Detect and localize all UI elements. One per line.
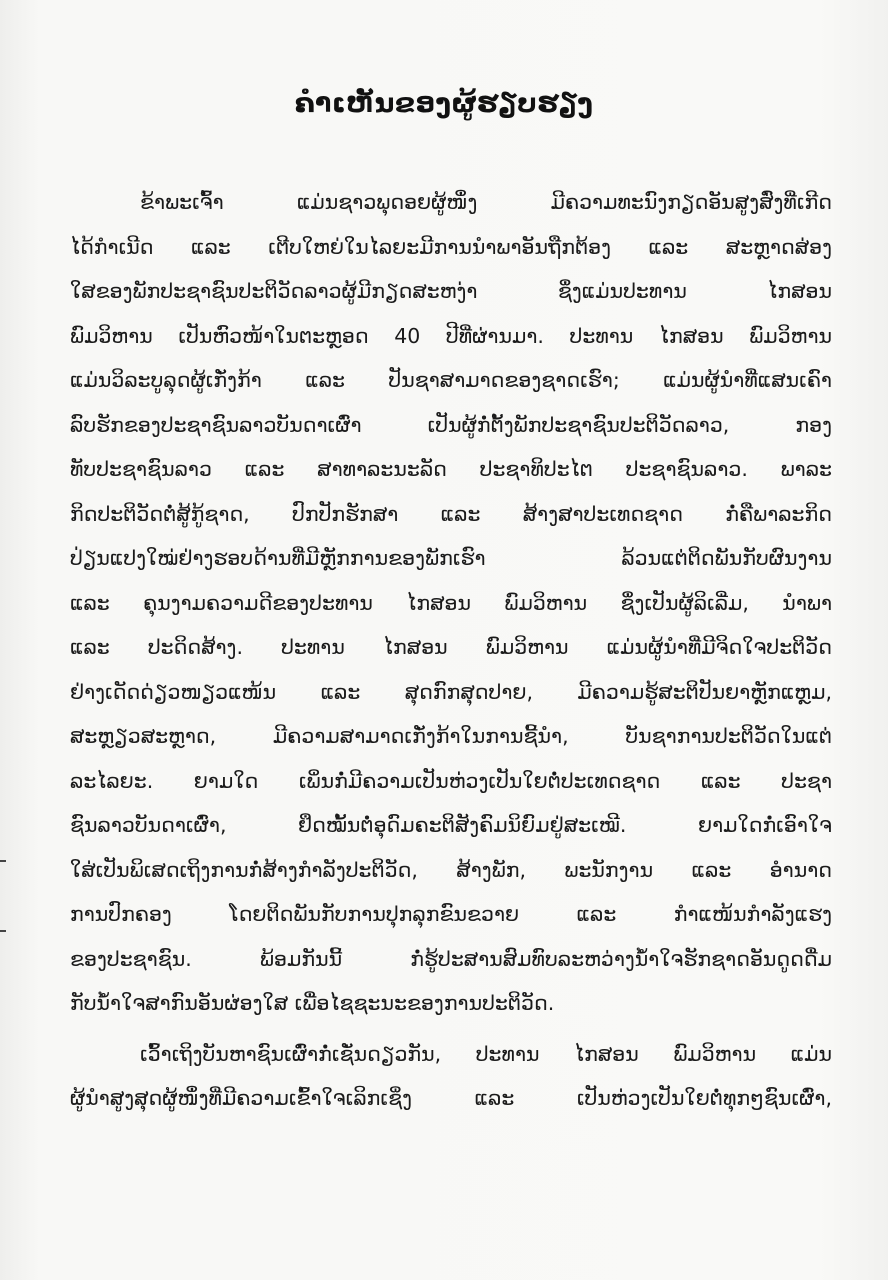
text-line: ລະໄລຍະ. ຍາມໃດ ເພິ່ນກໍ່ມີຄວາມເປັນຫ່ວງເປັນໃຍຕໍ່ປະເທດຊາດ ແລະ ປະຊາ <box>70 768 832 793</box>
text-line: ເວົ້າເຖິງບັນຫາຊົນເຜົ່າກໍ່ເຊັ່ນດຽວກັນ, ປະທານ ໄກສອນ ພົມວິຫານ ແມ່ນ <box>140 1041 832 1066</box>
text-line: ແລະ ປະດິດສ້າງ. ປະທານ ໄກສອນ ພົມວິຫານ ແມ່ນຜູ້ນຳທີ່ມີຈິດໃຈປະຕິວັດ <box>70 635 832 659</box>
text-line: ພົມວິຫານ ເປັນຫົວໜ້າໃນຕະຫຼອດ 40 ປີທີ່ຜ່ານມາ. ປະທານ ໄກສອນ ພົມວິຫານ <box>70 323 832 348</box>
text-line: ຢ່າງເດັດດ່ຽວໜຽວແໜ້ນ ແລະ ສຸດກົກສຸດປາຍ, ມີຄວາມຮູ້ສະຕິປັນຍາຫຼັກແຫຼມ, <box>70 679 832 704</box>
text-line: ກັບນ້ຳໃຈສາກົນອັນຜ່ອງໃສ ເພື່ອໄຊຊະນະຂອງການປະຕິວັດ. <box>70 991 555 1015</box>
text-line: ຂອງປະຊາຊົນ. ພ້ອມກັນນີ້ ກໍ່ຮູ້ປະສານສົມທົບລະຫວ່າງນ້ຳໃຈຮັກຊາດອັນດູດດື່ມ <box>70 946 832 971</box>
text-line: ທັບປະຊາຊົນລາວ ແລະ ສາທາລະນະລັດ ປະຊາທິປະໄຕ ປະຊາຊົນລາວ. ພາລະ <box>70 457 832 481</box>
document-body <box>70 180 832 1121</box>
text-line: ແມ່ນວິລະບູລຸດຜູ້ເກັ່ງກ້າ ແລະ ປັນຊາສາມາດຂອງຊາດເຮົາ; ແມ່ນຜູ້ນຳທີ່ແສນເຄົາ <box>70 368 832 392</box>
text-line: ສະຫຼຽວສະຫຼາດ, ມີຄວາມສາມາດເກັ່ງກ້າໃນການຊີ້ນຳ, ບັນຊາການປະຕິວັດໃນແຕ່ <box>70 724 832 748</box>
text-line: ໃສ່ເປັນພິເສດເຖິງການກໍ່ສ້າງກຳລັງປະຕິວັດ, ສ້າງພັກ, ພະນັກງານ ແລະ ອຳນາດ <box>70 857 832 882</box>
text-line: ກິດປະຕິວັດຕໍ່ສູ້ກູ້ຊາດ, ປົກປັກຮັກສາ ແລະ ສ້າງສາປະເທດຊາດ ກໍ່ຄືພາລະກິດ <box>70 501 832 526</box>
margin-mark <box>0 930 6 932</box>
text-line: ການປົກຄອງ ໂດຍຕິດພັນກັບການປຸກລຸກຂົນຂວາຍ ແລະ ກຳແໜ້ນກຳລັງແຮງ <box>70 902 832 926</box>
document-title: ຄຳເຫັນຂອງຜູ້ຮຽບຮຽງ <box>294 88 594 119</box>
text-line: ໄດ້ກຳເນີດ ແລະ ເຕີບໃຫຍ່ໃນໄລຍະມີການນຳພາອັນຖືກຕ້ອງ ແລະ ສະຫຼາດສ່ອງ <box>70 234 832 259</box>
text-line: ຂ້າພະເຈົ້າ ແມ່ນຊາວພຸດອຍຜູ້ໜຶ່ງ ມີຄວາມທະນົງກຽດອັນສູງສົ່ງທີ່ເກີດ <box>140 190 832 214</box>
paragraph-2 <box>70 1032 832 1121</box>
text-line: ໃສຂອງພັກປະຊາຊົນປະຕິວັດລາວຜູ້ມີກຽດສະຫງ່າ ຊຶ່ງແມ່ນປະທານ ໄກສອນ <box>70 279 832 303</box>
text-line: ລົບຮັກຂອງປະຊາຊົນລາວບັນດາເຜົ່າ ເປັນຜູ້ກໍ່ຕັ້ງພັກປະຊາຊົນປະຕິວັດລາວ, ກອງ <box>70 412 832 437</box>
text-line: ແລະ ຄຸນງາມຄວາມດີຂອງປະທານ ໄກສອນ ພົມວິຫານ ຊຶ່ງເປັນຜູ້ລິເລີ່ມ, ນຳພາ <box>70 590 832 615</box>
text-line: ປ່ຽນແປງໃໝ່ຢ່າງຮອບດ້ານທີ່ມີຫຼັກການຂອງພັກເຮົາ ລ້ວນແຕ່ຕິດພັນກັບຜົນງານ <box>70 546 832 570</box>
paragraph-1 <box>70 180 832 1026</box>
text-line: ຊົນລາວບັນດາເຜົ່າ, ຢຶດໝັ້ນຕໍ່ອຸດົມຄະຕິສັງຄົມນິຍົມຢູ່ສະເໝີ. ຍາມໃດກໍ່ເອົາໃຈ <box>70 813 832 837</box>
text-line: ຜູ້ນຳສູງສຸດຜູ້ໜຶ່ງທີ່ມີຄວາມເຂົ້າໃຈເລິກເຊິ່ງ ແລະ ເປັນຫ່ວງເປັນໃຍຕໍ່ທຸກໆຊົນເຜົ່າ, <box>70 1086 832 1110</box>
margin-mark <box>0 860 6 862</box>
